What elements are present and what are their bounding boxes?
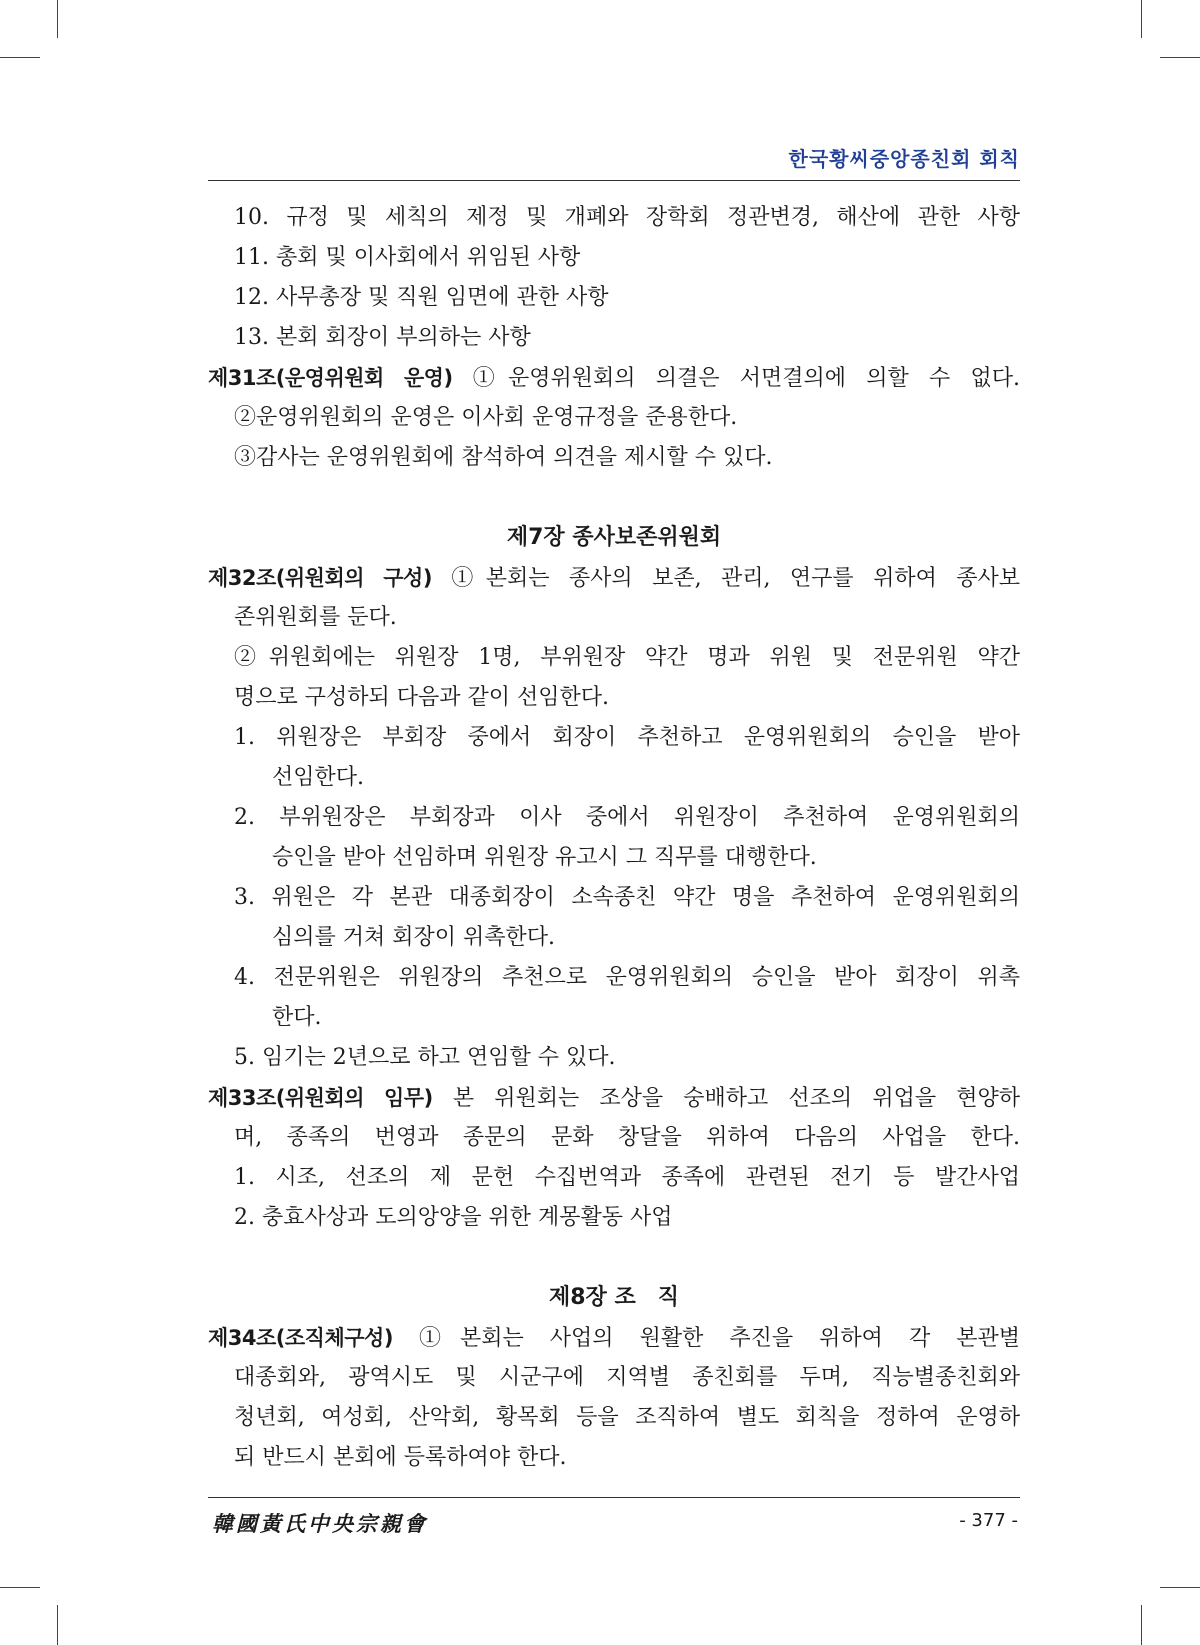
article-31	[208, 358, 1020, 398]
chapter-heading: 제8장 조 직	[549, 1285, 679, 1310]
crop-mark	[0, 1587, 40, 1588]
crop-mark	[1141, 1605, 1142, 1645]
article-title: 제34조(조직체구성)	[208, 1326, 393, 1350]
article-text: ①본회는 사업의 원활한 추진을 위하여 각 본관별	[392, 1326, 1020, 1351]
paragraph: 며, 종족의 번영과 종문의 문화 창달을 위하여 다음의 사업을 한다.	[234, 1125, 1020, 1150]
paragraph: 명으로 구성하되 다음과 같이 선임한다.	[234, 685, 609, 710]
paragraph: 되 반드시 본회에 등록하여야 한다.	[234, 1445, 567, 1470]
list-item: 2. 부위원장은 부회장과 이사 중에서 위원장이 추천하여 운영위원회의	[234, 805, 1020, 830]
list-item: 3. 위원은 각 본관 대종회장이 소속종친 약간 명을 추천하여 운영위원회의	[234, 885, 1020, 910]
paragraph: ③감사는 운영위원회에 참석하여 의견을 제시할 수 있다.	[234, 445, 773, 470]
paragraph: 대종회와, 광역시도 및 시군구에 지역별 종친회를 두며, 직능별종친회와	[234, 1365, 1020, 1390]
list-item: 한다.	[272, 1005, 322, 1030]
list-item: 5. 임기는 2년으로 하고 연임할 수 있다.	[234, 1045, 616, 1070]
article-34	[208, 1318, 1020, 1358]
list-item: 10. 규정 및 세칙의 제정 및 개폐와 장학회 정관변경, 해산에 관한 사항	[234, 205, 1020, 230]
article-text: ①운영위원회의 의결은 서면결의에 의할 수 없다.	[452, 366, 1020, 391]
list-item: 1. 위원장은 부회장 중에서 회장이 추천하고 운영위원회의 승인을 받아	[234, 725, 1020, 750]
list-item: 11. 총회 및 이사회에서 위임된 사항	[234, 245, 581, 270]
article-title: 제33조(위원회의 임무)	[208, 1086, 433, 1110]
chapter-heading: 제7장 종사보존위원회	[506, 525, 722, 550]
paragraph: ②위원회에는 위원장 1명, 부위원장 약간 명과 위원 및 전문위원 약간	[234, 645, 1020, 670]
crop-mark	[0, 57, 40, 58]
article-text: 본 위원회는 조상을 숭배하고 선조의 위업을 현양하	[432, 1086, 1020, 1111]
footer-divider	[208, 1497, 1020, 1498]
list-item: 심의를 거쳐 회장이 위촉한다.	[272, 925, 555, 950]
article-33	[208, 1078, 1020, 1118]
paragraph: 존위원회를 둔다.	[234, 605, 397, 630]
document-body	[208, 198, 1020, 1478]
header-divider	[208, 180, 1020, 181]
crop-mark	[57, 0, 58, 38]
article-32	[208, 558, 1020, 598]
list-item: 1. 시조, 선조의 제 문헌 수집번역과 종족에 관련된 전기 등 발간사업	[234, 1165, 1020, 1190]
article-title: 제32조(위원회의 구성)	[208, 566, 432, 590]
paragraph: 청년회, 여성회, 산악회, 황목회 등을 조직하여 별도 회칙을 정하여 운영하	[234, 1405, 1020, 1430]
list-item: 승인을 받아 선임하며 위원장 유고시 그 직무를 대행한다.	[272, 845, 817, 870]
list-item: 선임한다.	[272, 765, 365, 790]
crop-mark	[1160, 1587, 1200, 1588]
crop-mark	[1160, 57, 1200, 58]
list-item: 2. 충효사상과 도의앙양을 위한 계몽활동 사업	[234, 1205, 673, 1230]
article-title: 제31조(운영위원회 운영)	[208, 366, 453, 390]
running-header-title: 한국황씨중앙종친회 회칙	[788, 147, 1020, 171]
list-item: 12. 사무총장 및 직원 임면에 관한 사항	[234, 285, 609, 310]
list-item: 13. 본회 회장이 부의하는 사항	[234, 325, 531, 350]
page-number: - 377 -	[959, 1510, 1018, 1531]
crop-mark	[1141, 0, 1142, 38]
list-item: 4. 전문위원은 위원장의 추천으로 운영위원회의 승인을 받아 회장이 위촉	[234, 965, 1020, 990]
article-text: ①본회는 종사의 보존, 관리, 연구를 위하여 종사보	[431, 566, 1020, 591]
footer-organization-name: 韓國黃氏中央宗親會	[212, 1511, 428, 1536]
paragraph: ②운영위원회의 운영은 이사회 운영규정을 준용한다.	[234, 405, 738, 430]
crop-mark	[57, 1605, 58, 1645]
